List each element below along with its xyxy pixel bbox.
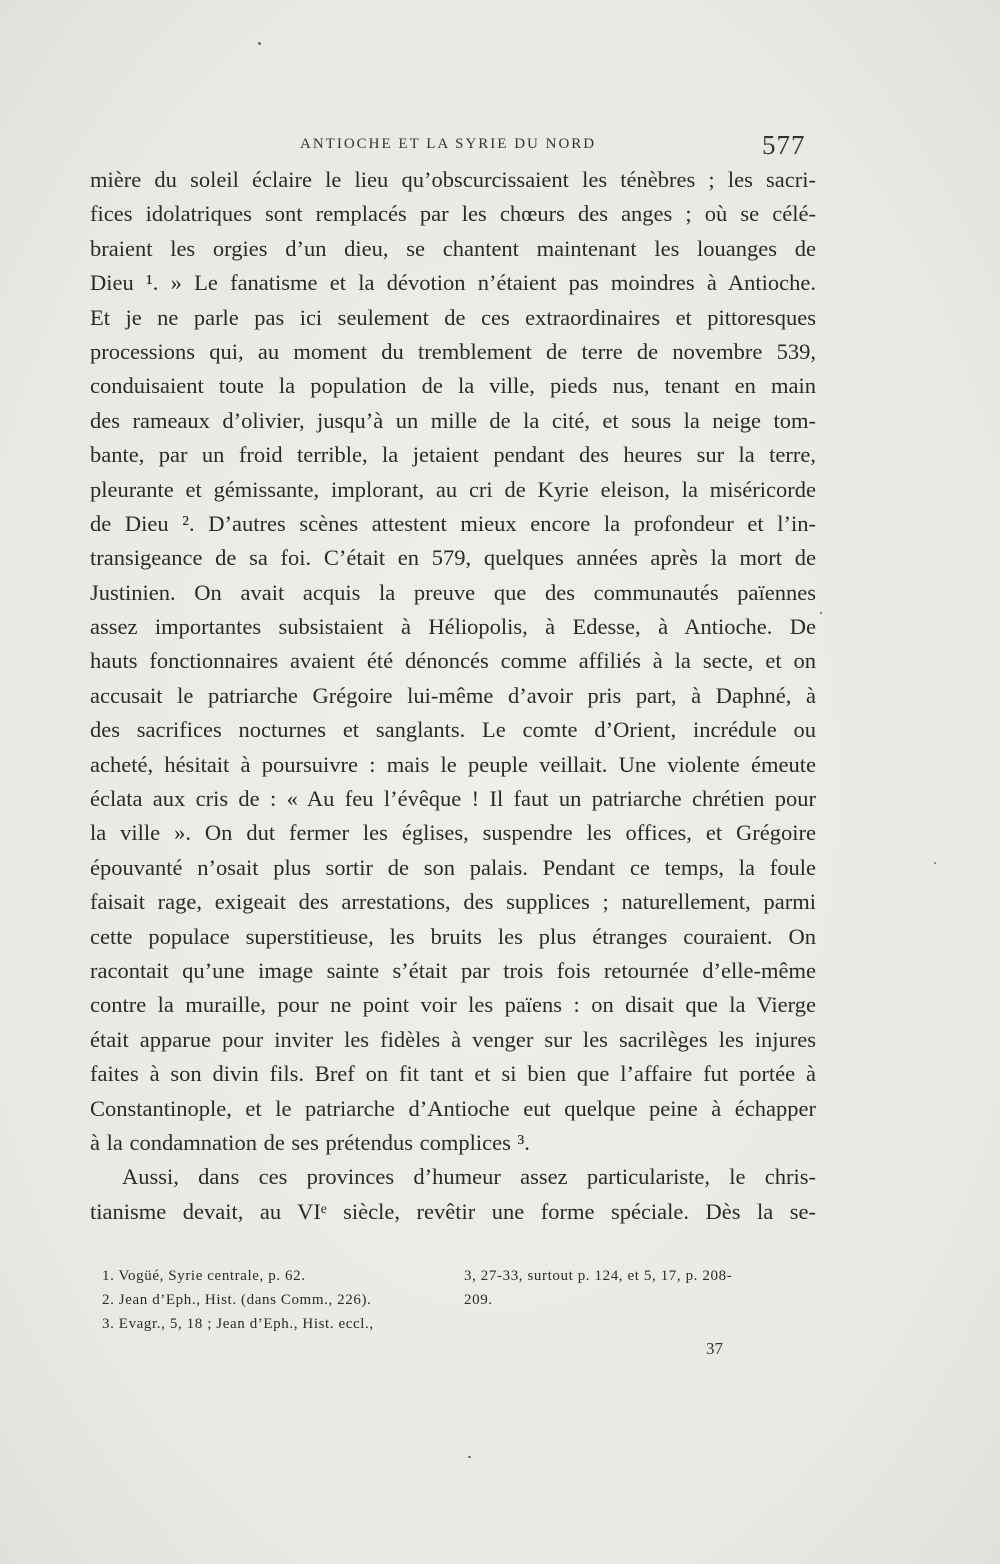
text-line: Constantinople, et le patriarche d’Antioche eut quelque peine à échapper [90, 1095, 816, 1121]
footnote-continuation: 3, 27-33, surtout p. 124, et 5, 17, p. 208- [464, 1268, 733, 1284]
text-line: à la condamnation de ses prétendus complices ³. [90, 1129, 530, 1155]
text-line: acheté, hésitait à poursuivre : mais le peuple veillait. Une violente émeute [90, 751, 816, 777]
running-title: ANTIOCHE ET LA SYRIE DU NORD [300, 136, 597, 152]
text-line: des sacrifices nocturnes et sanglants. Le comte d’Orient, incrédule ou [90, 717, 816, 743]
body-text [90, 163, 816, 1229]
text-line: hauts fonctionnaires avaient été dénoncés comme affiliés à la secte, et on [90, 648, 816, 674]
text-line: était apparue pour inviter les fidèles à venger sur les sacrilèges les injures [90, 1026, 816, 1052]
text-line: des rameaux d’olivier, jusqu’à un mille de la cité, et sous la neige tom- [90, 407, 816, 433]
text-line: tianisme devait, au VIᵉ siècle, revêtir une forme spéciale. Dès la se- [90, 1198, 816, 1224]
paper-speck [258, 42, 261, 45]
text-line: fices idolatriques sont remplacés par les chœurs des anges ; où se célé- [90, 201, 816, 227]
footnote: 3. Evagr., 5, 18 ; Jean d’Eph., Hist. eccl., [102, 1316, 374, 1332]
text-line: bante, par un froid terrible, la jetaient pendant des heures sur la terre, [90, 442, 816, 468]
text-line: accusait le patriarche Grégoire lui-même d’avoir pris part, à Daphné, à [90, 682, 816, 708]
paper-speck [820, 612, 822, 614]
text-line: assez importantes subsistaient à Héliopolis, à Edesse, à Antioche. De [90, 614, 816, 640]
text-line: Et je ne parle pas ici seulement de ces extraordinaires et pittoresques [90, 304, 816, 330]
text-line: contre la muraille, pour ne point voir les païens : on disait que la Vierge [90, 992, 816, 1018]
text-line: épouvanté n’osait plus sortir de son palais. Pendant ce temps, la foule [90, 854, 816, 880]
text-line: Dieu ¹. » Le fanatisme et la dévotion n’étaient pas moindres à Antioche. [90, 270, 816, 296]
text-line: éclata aux cris de : « Au feu l’évêque ! Il faut un patriarche chrétien pour [90, 786, 816, 812]
text-line: de Dieu ². D’autres scènes attestent mieux encore la profondeur et l’in- [90, 510, 816, 536]
footnote: 2. Jean d’Eph., Hist. (dans Comm., 226). [102, 1292, 372, 1308]
text-line: la ville ». On dut fermer les églises, suspendre les offices, et Grégoire [90, 820, 816, 846]
text-line: transigeance de sa foi. C’était en 579, quelques années après la mort de [90, 545, 816, 571]
text-line: faites à son divin fils. Bref on fit tant et si bien que l’affaire fut portée à [90, 1061, 816, 1087]
page-number: 577 [762, 130, 806, 160]
footnote: 1. Vogüé, Syrie centrale, p. 62. [102, 1268, 306, 1284]
text-line: pleurante et gémissante, implorant, au cri de Kyrie eleison, la miséricorde [90, 476, 816, 502]
text-line: braient les orgies d’un dieu, se chantent maintenant les louanges de [90, 235, 816, 261]
text-line: racontait qu’une image sainte s’était par trois fois retournée d’elle-même [90, 957, 816, 983]
text-line: conduisaient toute la population de la ville, pieds nus, tenant en main [90, 373, 816, 399]
paper-speck [468, 1456, 471, 1458]
text-line: Aussi, dans ces provinces d’humeur assez particulariste, le chris- [122, 1164, 816, 1190]
text-line: faisait rage, exigeait des arrestations, des supplices ; naturellement, parmi [90, 889, 816, 915]
text-line: mière du soleil éclaire le lieu qu’obscurcissaient les ténèbres ; les sacri- [90, 167, 816, 192]
footnotes-right-column [464, 1264, 814, 1312]
footnotes-left-column [102, 1264, 442, 1336]
signature-mark: 37 [706, 1339, 723, 1358]
text-line: Justinien. On avait acquis la preuve que des communautés païennes [90, 579, 816, 605]
text-line: processions qui, au moment du tremblement de terre de novembre 539, [90, 338, 816, 364]
paper-speck [934, 862, 936, 864]
text-line: cette populace superstitieuse, les bruits les plus étranges couraient. On [90, 923, 816, 949]
footnote-continuation: 209. [464, 1292, 493, 1308]
